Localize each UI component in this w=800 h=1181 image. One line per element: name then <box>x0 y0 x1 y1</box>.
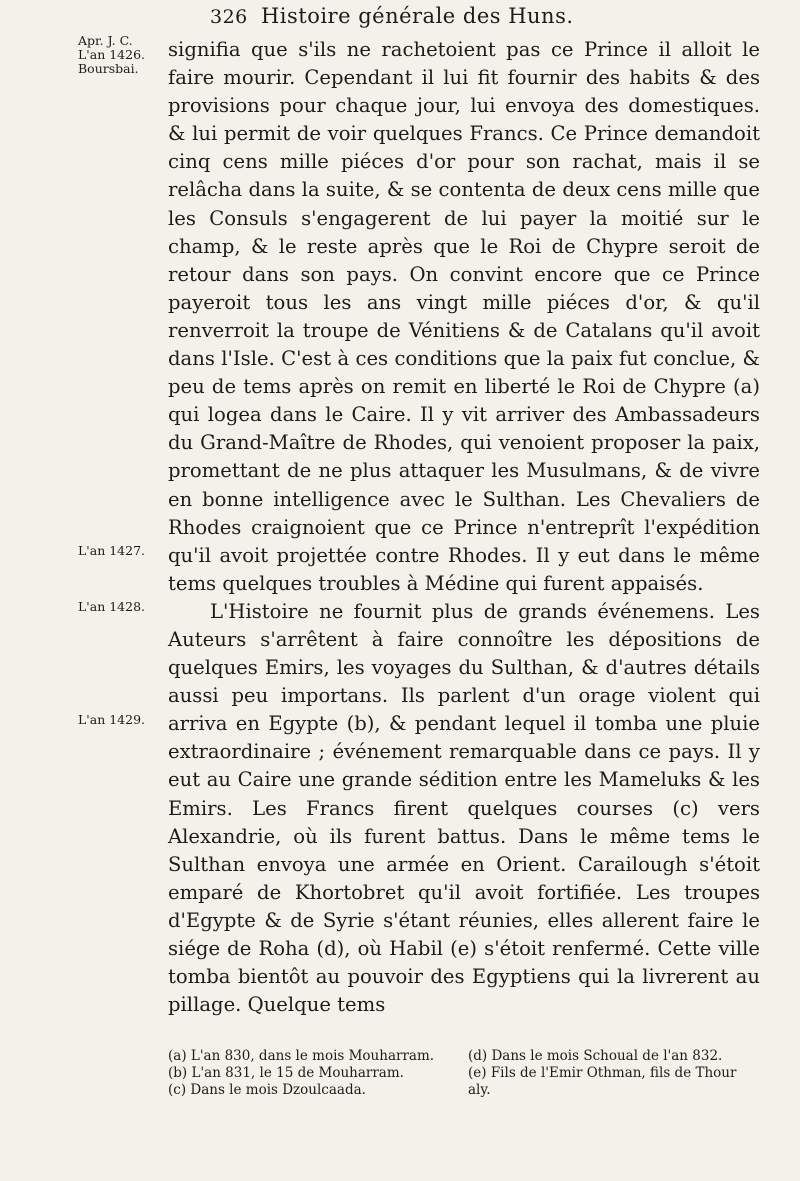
margin-note-year-1426: L'an 1426. <box>78 47 145 62</box>
running-title: Histoire générale des Huns. <box>260 4 574 28</box>
paragraph-1: signifia que s'ils ne rachetoient pas ce Prince il alloit le faire mourir. Cependant il lui fit fournir des habits & des provisions pour chaque jour, lui envoya des domestiques. & lui permit de voir quelques Francs. Ce Prince demandoit cinq cens mille piéces d'or pour son rachat, mais il se relâcha dans la suite, & se contenta de deux cens mille que les Consuls s'engagerent de lui payer la moitié sur le champ, & le reste après que le Roi de Chypre seroit de retour dans son pays. On convint encore que ce Prince payeroit tous les ans vingt mille piéces d'or, & qu'il renverroit la troupe de Vénitiens & de Catalans qu'il avoit dans l'Isle. C'est à ces conditions que la paix fut conclue, & peu de tems après on remit en liberté le Roi de Chypre (a) qui logea dans le Caire. Il y vit arriver des Ambassadeurs du Grand-Maître de Rhodes, qui venoient proposer la paix, promettant de ne plus attaquer les Musulmans, & de vivre en bonne intelligence avec le Sulthan. Les Chevaliers de Rhodes craignoient que ce Prince n'entreprît l'expédition qu'il avoit projettée contre Rhodes. Il y eut dans le même tems quelques troubles à Médine qui furent appaisés. <box>168 38 760 595</box>
margin-note-year-1427: L'an 1427. <box>78 543 145 558</box>
footnote-e: (e) Fils de l'Emir Othman, fils de Thour aly. <box>468 1065 737 1098</box>
margin-note-ruler: Boursbai. <box>78 61 139 76</box>
page-number: 326 <box>210 6 248 28</box>
footnote-c: (c) Dans le mois Dzoulcaada. <box>168 1082 366 1098</box>
main-text <box>168 36 760 1019</box>
footnote-b: (b) L'an 831, le 15 de Mouharram. <box>168 1065 404 1081</box>
footnote-d: (d) Dans le mois Schoual de l'an 832. <box>468 1048 723 1064</box>
paragraph-2: L'Histoire ne fournit plus de grands événemens. Les Auteurs s'arrêtent à faire connoître les dépositions de quelques Emirs, les voyages du Sulthan, & d'autres détails aussi peu importans. Ils parlent d'un orage violent qui arriva en Egypte (b), & pendant lequel il tomba une pluie extraordinaire ; événement remarquable dans ce pays. Il y eut au Caire une grande sédition entre les Mameluks & les Emirs. Les Francs firent quelques courses (c) vers Alexandrie, où ils furent battus. Dans le même tems le Sulthan envoya une armée en Orient. Carailough s'étoit emparé de Khortobret qu'il avoit fortifiée. Les troupes d'Egypte & de Syrie s'étant réunies, elles allerent faire le siége de Roha (d), où Habil (e) s'étoit renfermé. Cette ville tomba bientôt au pouvoir des Egyptiens qui la livrerent au pillage. Quelque tems <box>168 599 760 1017</box>
margin-note-year-1429: L'an 1429. <box>78 712 145 727</box>
margin-note-era: Apr. J. C. <box>78 33 133 48</box>
running-header <box>210 4 770 34</box>
footnote-a: (a) L'an 830, dans le mois Mouharram. <box>168 1048 435 1064</box>
footnotes <box>168 1048 760 1099</box>
footnotes-left-column <box>168 1048 460 1099</box>
margin-note-year-1428: L'an 1428. <box>78 599 145 614</box>
footnotes-right-column <box>468 1048 760 1099</box>
